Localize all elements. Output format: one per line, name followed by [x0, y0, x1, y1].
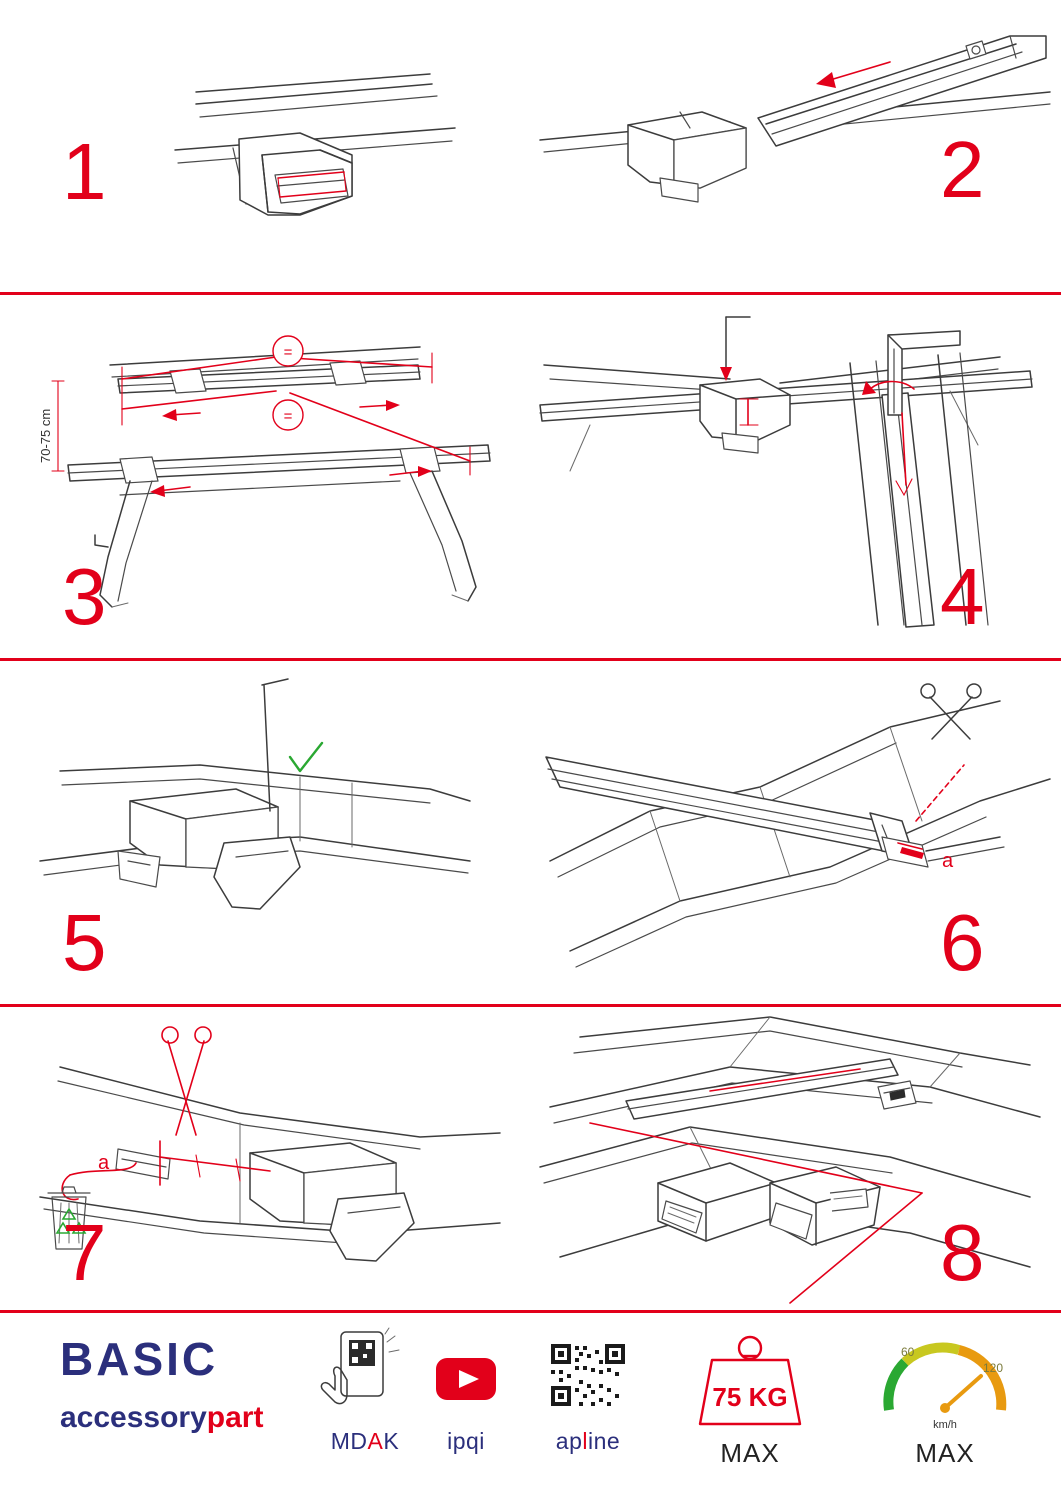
cross-bar — [758, 36, 1046, 146]
clamp-body-5 — [118, 789, 300, 909]
footer — [0, 1310, 1061, 1500]
end-cap-detail-8 — [878, 1081, 916, 1109]
brand-block — [60, 1335, 263, 1435]
scissors-icon-6 — [921, 684, 981, 739]
logo-caption-ipqi: ipqi — [447, 1428, 485, 1454]
max-speed-label: MAX — [915, 1438, 975, 1468]
step-panel-4 — [530, 295, 1061, 658]
clamp-foot-left-8 — [658, 1163, 776, 1241]
logo-apline[interactable] — [513, 1336, 663, 1455]
max-load-value: 75 KG — [712, 1382, 788, 1412]
step-panel-6 — [530, 661, 1061, 1004]
brand-accessorypart — [60, 1401, 263, 1435]
allen-key-removed — [262, 679, 288, 811]
cut-line-6 — [916, 765, 964, 821]
dimension-label: 70-75 cm — [38, 408, 53, 463]
max-load-label: MAX — [720, 1438, 780, 1468]
mdak-part2: K — [383, 1428, 400, 1454]
allen-key-insert-arrow — [720, 317, 750, 381]
mdak-accent: A — [367, 1428, 384, 1454]
logo-caption-mdak — [305, 1428, 425, 1455]
brand-basic: BASIC — [60, 1333, 219, 1385]
logo-row — [295, 1328, 665, 1488]
step-panel-2 — [530, 0, 1061, 292]
step-number-6: 6 — [940, 898, 984, 987]
bar-spacing-dimension — [38, 381, 64, 471]
foot-clamp-2 — [628, 112, 746, 202]
cut-label-a-7: a — [98, 1152, 110, 1174]
step-number-4: 4 — [940, 552, 984, 641]
qr-phone-scan-icon — [305, 1328, 425, 1420]
mdak-part1: MD — [330, 1428, 368, 1454]
speed-unit: km/h — [933, 1419, 957, 1431]
step-number-2: 2 — [940, 125, 984, 214]
step-panel-7 — [0, 1007, 530, 1310]
scissors-icon-7 — [162, 1027, 211, 1135]
installed-cross-bar-8 — [626, 1059, 898, 1119]
apline-accent: l — [582, 1428, 588, 1454]
cross-bar-6 — [546, 757, 914, 857]
weight-icon — [660, 1324, 840, 1434]
step-panel-8 — [530, 1007, 1061, 1310]
logo-mdak[interactable] — [305, 1328, 425, 1455]
step-number-5: 5 — [62, 898, 106, 987]
step-number-8: 8 — [940, 1208, 984, 1297]
clamp-body-4 — [700, 379, 790, 453]
step-panel-3 — [0, 295, 530, 658]
clamp-foot-right-8 — [770, 1167, 880, 1245]
strap-end-and-cut — [116, 1141, 270, 1185]
max-speed-block — [855, 1324, 1035, 1469]
step-number-1: 1 — [62, 127, 106, 216]
youtube-icon — [411, 1344, 521, 1420]
check-mark-5 — [290, 743, 322, 771]
cut-label-a-6: a — [942, 850, 954, 872]
speedometer-icon — [855, 1324, 1035, 1434]
step-number-3: 3 — [62, 552, 106, 641]
clamp-body-7 — [250, 1143, 414, 1261]
max-load-block — [660, 1324, 840, 1469]
step-panel-5 — [0, 661, 530, 1004]
roof-rack-foot-clamp — [239, 133, 352, 215]
step-panel-1 — [0, 0, 530, 292]
equal-mark-bottom: = — [283, 408, 293, 425]
qr-code-icon — [513, 1336, 663, 1420]
step-number-7: 7 — [62, 1208, 106, 1297]
apline-part1: ap — [555, 1428, 583, 1454]
logo-ipqi[interactable] — [411, 1344, 521, 1455]
apline-part2: ine — [588, 1428, 621, 1454]
rear-cross-bar — [68, 445, 490, 483]
speed-tick-60: 60 — [901, 1345, 915, 1359]
logo-caption-apline — [513, 1428, 663, 1455]
brand-accessory-text: accessory — [60, 1401, 207, 1434]
front-cross-bar — [118, 361, 420, 393]
brand-part-text: part — [206, 1401, 264, 1434]
equal-mark-top: = — [283, 344, 293, 361]
speed-tick-120: 120 — [983, 1361, 1004, 1375]
